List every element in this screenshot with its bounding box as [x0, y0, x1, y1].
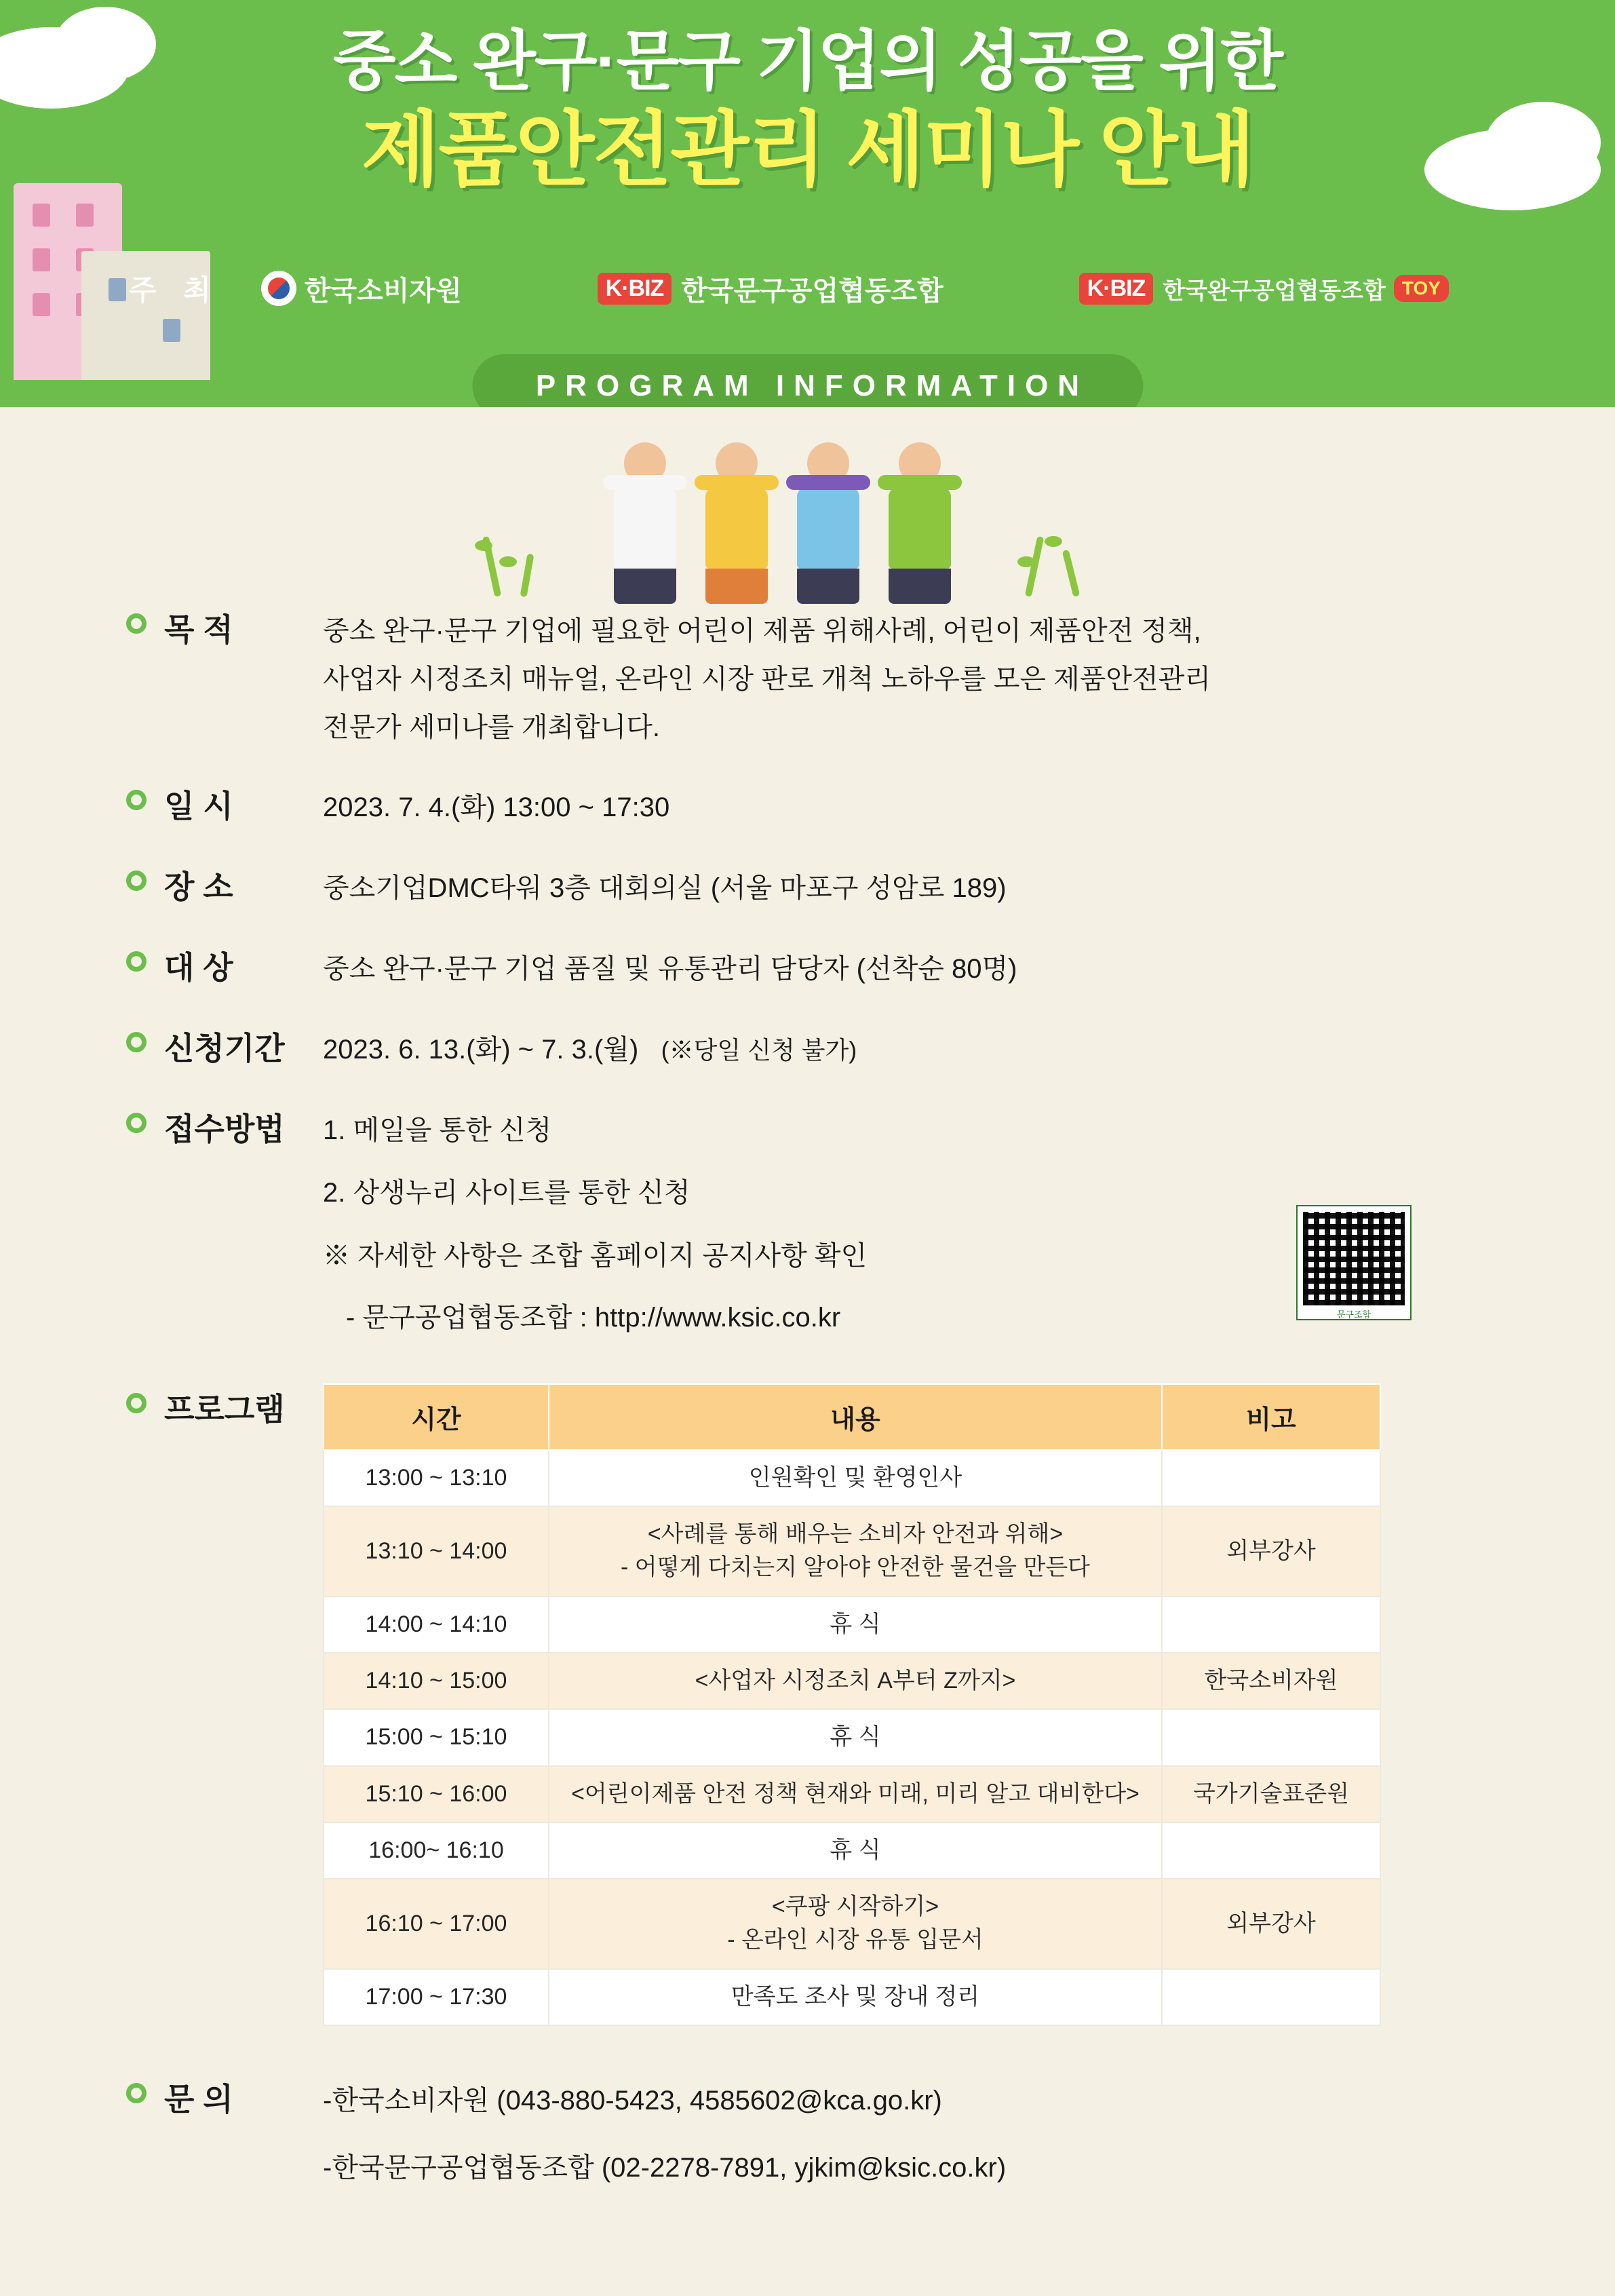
row-place: [0, 861, 1615, 911]
table-cell-time: 13:10 ~ 14:00: [324, 1506, 549, 1596]
host-label: 주 최: [129, 274, 220, 306]
row-target: [0, 942, 1615, 991]
leaf-icon: [499, 556, 517, 567]
table-cell-remark: [1162, 1822, 1380, 1879]
person-illustration: [889, 442, 951, 604]
row-period-label-group: [126, 1022, 323, 1069]
poster-header: [0, 0, 1615, 407]
program-information-banner: PROGRAM INFORMATION: [472, 354, 1143, 407]
kbiz-badge-icon: K·BIZ: [598, 273, 672, 305]
poster-title-line1: 중소 완구·문구 기업의 성공을 위한: [333, 25, 1282, 98]
purpose-line-2: 사업자 시정조치 매뉴얼, 온라인 시장 판로 개척 노하우를 모은 제품안전관리: [323, 664, 1211, 694]
table-cell-remark: [1162, 1450, 1380, 1506]
bullet-icon: [126, 790, 147, 810]
row-purpose: [0, 604, 1615, 749]
bullet-icon: [126, 2083, 147, 2103]
leaf-icon: [520, 554, 534, 598]
row-contact-label: 문 의: [164, 2082, 233, 2118]
kca-emblem-icon: [261, 271, 296, 306]
person-illustration: [614, 442, 676, 604]
logo-kca-label: 한국소비자원: [304, 275, 462, 306]
qr-code-caption: 문구조합: [1336, 1309, 1371, 1320]
program-table: [323, 1383, 1381, 2026]
purpose-line-3: 전문가 세미나를 개최합니다.: [323, 712, 661, 742]
table-cell-content: 휴 식: [549, 1596, 1162, 1653]
table-cell-time: 13:00 ~ 13:10: [324, 1450, 549, 1506]
leaf-icon: [1045, 536, 1062, 547]
toy-mark-icon: TOY: [1394, 275, 1449, 302]
row-contact-label-group: [126, 2073, 323, 2120]
row-datetime-label-group: [126, 780, 323, 826]
apply-site-link[interactable]: - 문구공업협동조합 : http://www.ksic.co.kr: [346, 1302, 841, 1333]
row-datetime-value: 2023. 7. 4.(화) 13:00 ~ 17:30: [323, 792, 670, 823]
table-cell-content: <사례를 통해 배우는 소비자 안전과 위해> - 어떻게 다치는지 알아야 안전한 물건을 만든다: [549, 1506, 1162, 1596]
table-cell-content: <쿠팡 시작하기> - 온라인 시장 유통 입문서: [549, 1879, 1162, 1969]
table-cell-time: 16:10 ~ 17:00: [324, 1879, 549, 1969]
bullet-icon: [126, 870, 147, 891]
table-header-remark: 비고: [1162, 1384, 1380, 1450]
table-cell-content: 만족도 조사 및 장내 정리: [549, 1969, 1162, 2025]
row-purpose-value: [323, 604, 1615, 749]
table-row: [324, 1653, 1380, 1709]
person-illustration: [797, 442, 859, 604]
host-row: [129, 265, 1574, 312]
row-place-value: 중소기업DMC타워 3층 대회의실 (서울 마포구 성암로 189): [323, 873, 1007, 904]
table-cell-time: 16:00~ 16:10: [324, 1822, 549, 1879]
table-row: [324, 1969, 1380, 2025]
table-cell-time: 15:00 ~ 15:10: [324, 1709, 549, 1765]
table-row: [324, 1506, 1380, 1596]
poster-title-line2: 제품안전관리 세미나 안내: [361, 104, 1254, 196]
period-note: (※당일 신청 불가): [661, 1035, 857, 1064]
row-period-label: 신청기간: [164, 1030, 285, 1066]
table-cell-content: 휴 식: [549, 1822, 1162, 1879]
row-program-label: 프로그램: [164, 1391, 285, 1427]
row-datetime: [0, 780, 1615, 830]
logo-kca: [261, 269, 462, 308]
poster-title-block: [0, 24, 1615, 197]
table-cell-remark: 외부강사: [1162, 1879, 1380, 1969]
table-cell-content: 인원확인 및 환영인사: [549, 1450, 1162, 1506]
program-table-body: [324, 1450, 1380, 2025]
poster-content: [0, 604, 1615, 2296]
people-illustration: [0, 434, 1615, 604]
row-datetime-label: 일 시: [164, 788, 233, 824]
row-apply: [0, 1103, 1615, 1340]
table-header-row: [324, 1384, 1380, 1450]
table-row: [324, 1766, 1380, 1822]
row-program: [0, 1383, 1615, 2026]
table-cell-content: 휴 식: [549, 1709, 1162, 1765]
table-row: [324, 1709, 1380, 1765]
logo-ksic: [598, 269, 943, 308]
kbiz-badge-icon: K·BIZ: [1079, 273, 1154, 305]
table-cell-time: 17:00 ~ 17:30: [324, 1969, 549, 2025]
table-cell-remark: [1162, 1596, 1380, 1653]
apply-note: ※ 자세한 사항은 조합 홈페이지 공지사항 확인: [323, 1241, 868, 1271]
table-cell-remark: 한국소비자원: [1162, 1653, 1380, 1709]
table-cell-remark: [1162, 1709, 1380, 1765]
row-target-label-group: [126, 942, 323, 988]
row-apply-label-group: [126, 1103, 323, 1149]
logo-toy-assoc: [1079, 272, 1449, 305]
qr-code[interactable]: [1296, 1205, 1412, 1320]
row-purpose-label: 목 적: [164, 612, 233, 647]
row-apply-label: 접수방법: [164, 1111, 285, 1147]
logo-ksic-label: 한국문구공업협동조합: [681, 275, 943, 306]
period-dates: 2023. 6. 13.(화) ~ 7. 3.(월): [323, 1034, 639, 1065]
table-cell-time: 14:00 ~ 14:10: [324, 1596, 549, 1653]
logo-toy-label: 한국완구공업협동조합: [1163, 278, 1386, 304]
row-period: [0, 1022, 1615, 1072]
row-target-label: 대 상: [164, 949, 233, 985]
qr-code-image: [1303, 1212, 1405, 1305]
row-place-label-group: [126, 861, 323, 907]
table-row: [324, 1596, 1380, 1653]
row-target-value: 중소 완구·문구 기업 품질 및 유통관리 담당자 (선착순 80명): [323, 953, 1017, 984]
table-header-content: 내용: [549, 1384, 1162, 1450]
row-apply-value: [323, 1103, 1615, 1340]
contact-line-1: -한국소비자원 (043-880-5423, 4585602@kca.go.kr): [323, 2086, 942, 2116]
row-period-value: [323, 1022, 1615, 1072]
bullet-icon: [126, 1032, 147, 1052]
purpose-line-1: 중소 완구·문구 기업에 필요한 어린이 제품 위해사례, 어린이 제품안전 정책,: [323, 616, 1201, 646]
leaf-icon: [1062, 550, 1081, 597]
table-row: [324, 1879, 1380, 1969]
table-cell-remark: [1162, 1969, 1380, 2025]
table-cell-content: <어린이제품 안전 정책 현재와 미래, 미리 알고 대비한다>: [549, 1766, 1162, 1822]
apply-method-1: 1. 메일을 통한 신청: [323, 1115, 552, 1145]
table-header-time: 시간: [324, 1384, 549, 1450]
contact-line-2: -한국문구공업협동조합 (02-2278-7891, yjkim@ksic.co.kr): [323, 2152, 1007, 2183]
row-contact: [0, 2073, 1615, 2190]
row-place-label: 장 소: [164, 869, 233, 905]
bullet-icon: [126, 951, 147, 972]
bullet-icon: [126, 613, 147, 634]
table-cell-remark: 국가기술표준원: [1162, 1766, 1380, 1822]
row-purpose-label-group: [126, 604, 323, 650]
leaf-icon: [1017, 556, 1035, 567]
bullet-icon: [126, 1113, 147, 1133]
person-illustration: [705, 442, 768, 604]
leaf-icon: [475, 540, 492, 551]
table-cell-time: 14:10 ~ 15:00: [324, 1653, 549, 1709]
row-program-label-group: [126, 1383, 323, 1430]
row-contact-value: [323, 2073, 1615, 2190]
table-cell-time: 15:10 ~ 16:00: [324, 1766, 549, 1822]
bullet-icon: [126, 1393, 147, 1413]
table-cell-remark: 외부강사: [1162, 1506, 1380, 1596]
table-row: [324, 1822, 1380, 1879]
apply-method-2: 2. 상생누리 사이트를 통한 신청: [323, 1178, 690, 1208]
table-cell-content: <사업자 시정조치 A부터 Z까지>: [549, 1653, 1162, 1709]
table-row: [324, 1450, 1380, 1506]
